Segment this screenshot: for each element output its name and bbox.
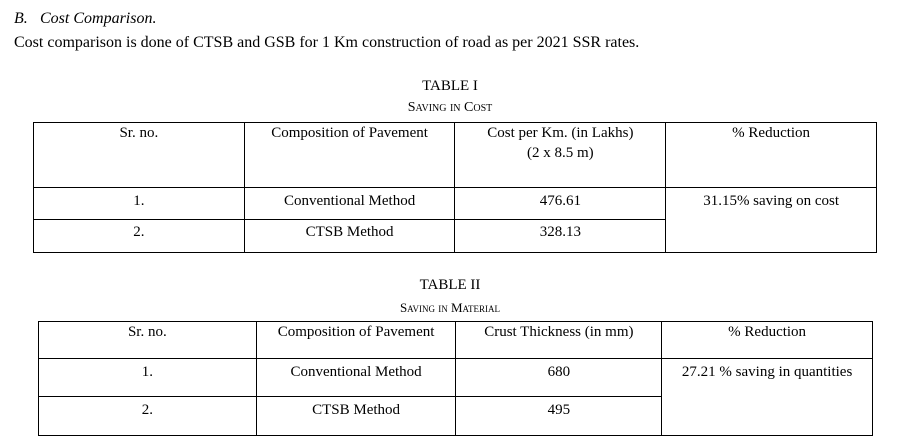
- table-row: [39, 359, 873, 397]
- cell-sr: 1.: [39, 359, 257, 397]
- table2-caption: TABLE II: [419, 277, 481, 293]
- cell-sr: 2.: [34, 220, 245, 253]
- cell-sr: 1.: [34, 188, 245, 220]
- cell-sr: 2.: [39, 397, 257, 436]
- material-table: [38, 321, 873, 436]
- cost-table: [33, 122, 877, 253]
- header-cost-note: (2 x 8.5 m): [527, 145, 594, 161]
- header-composition: Composition of Pavement: [244, 123, 455, 188]
- header-composition: Composition of Pavement: [256, 322, 456, 359]
- table-header-row: [39, 322, 873, 359]
- header-cost: [455, 123, 666, 188]
- cell-cost: 476.61: [455, 188, 666, 220]
- table1-caption: TABLE I: [422, 78, 478, 94]
- header-reduction: % Reduction: [666, 123, 877, 188]
- cell-reduction: 31.15% saving on cost: [666, 188, 877, 253]
- section-title: Cost Comparison.: [40, 10, 157, 27]
- cell-method: Conventional Method: [256, 359, 456, 397]
- cell-cost: 328.13: [455, 220, 666, 253]
- section-heading: [14, 10, 156, 28]
- header-sr-no: Sr. no.: [34, 123, 245, 188]
- table-header-row: [34, 123, 877, 188]
- cell-method: CTSB Method: [244, 220, 455, 253]
- cell-method: Conventional Method: [244, 188, 455, 220]
- section-letter: B.: [14, 10, 28, 27]
- table2-subtitle: Saving in Material: [399, 300, 501, 315]
- header-thickness: Crust Thickness (in mm): [456, 322, 662, 359]
- table-row: [34, 188, 877, 220]
- cell-reduction: 27.21 % saving in quantities: [662, 359, 873, 436]
- header-sr-no: Sr. no.: [39, 322, 257, 359]
- cell-thickness: 495: [456, 397, 662, 436]
- header-cost-label: Cost per Km. (in Lakhs): [487, 125, 634, 141]
- header-reduction: % Reduction: [662, 322, 873, 359]
- table1-subtitle: Saving in Cost: [407, 100, 493, 115]
- intro-paragraph: Cost comparison is done of CTSB and GSB for 1 Km construction of road as per 2021 SSR rates.: [14, 34, 640, 51]
- cell-method: CTSB Method: [256, 397, 456, 436]
- cell-thickness: 680: [456, 359, 662, 397]
